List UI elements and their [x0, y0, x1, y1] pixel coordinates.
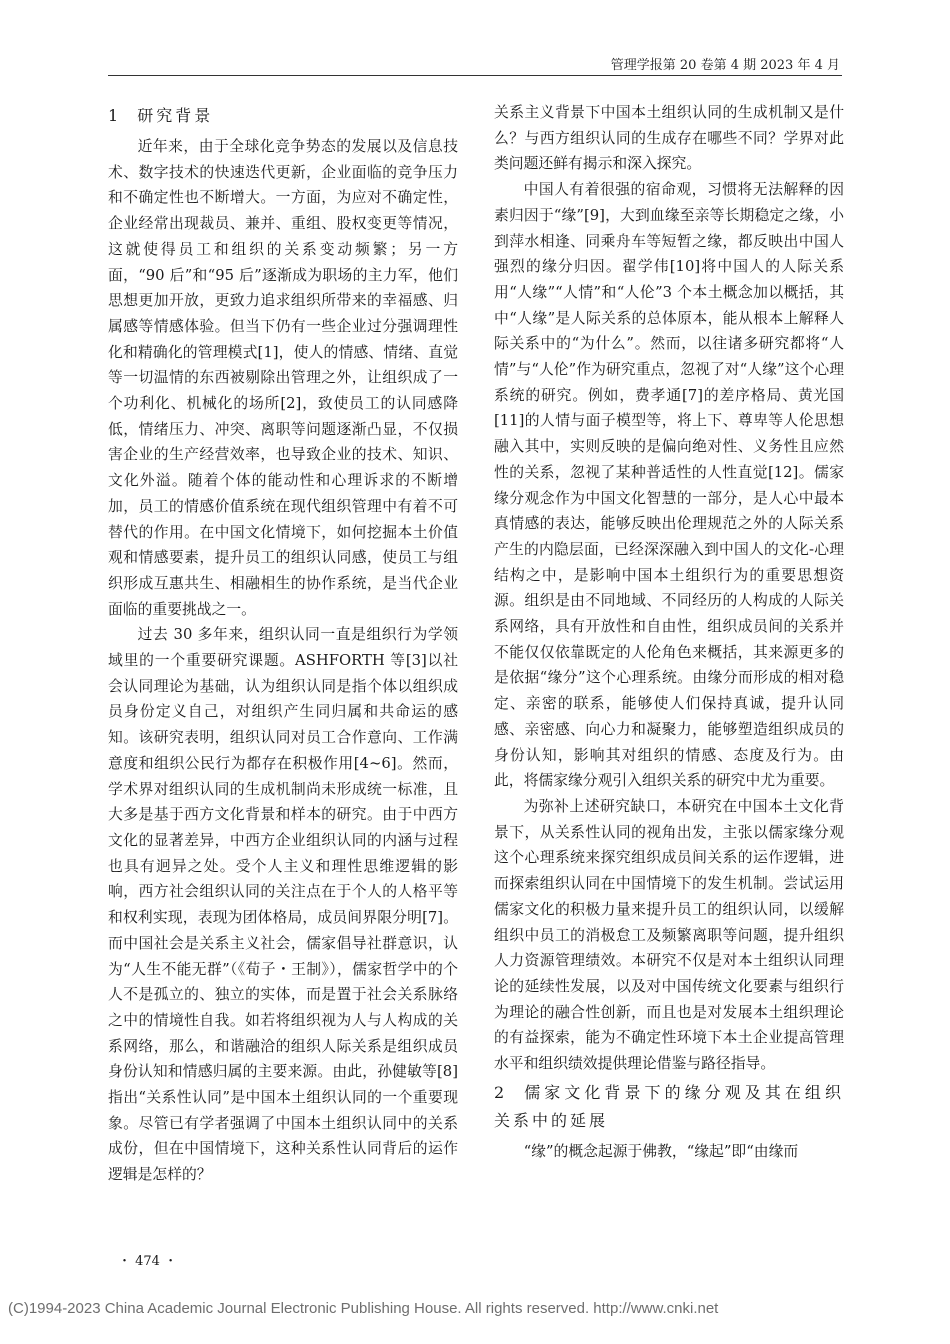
- paragraph: 近年来，由于全球化竞争势态的发展以及信息技术、数字技术的快速迭代更新，企业面临的竞争压力和不确定性也不断增大。一方面，为应对不确定性，企业经常出现裁员、兼并、重组、股权变更等情况，这就使得员工和组织的关系变动频繁；另一方面，“90 后”和“95 后”逐渐成为职场的主力军，他们思想更加开放，更致力追求组织所带来的幸福感、归属感等情感体验。但当下仍有一些企业过分强调理性化和精确化的管理模式[1]，使人的情感、情绪、直觉等一切温情的东西被剔除出管理之外，让组织成了一个功利化、机械化的场所[2]，致使员工的认同感降低，情绪压力、冲突、离职等问题逐渐凸显，不仅损害企业的生产经营效率，也导致企业的技术、知识、文化外溢。随着个体的能动性和心理诉求的不断增加，员工的情感价值系统在现代组织管理中有着不可替代的作用。在中国文化情境下，如何挖掘本土价值观和情感要素，提升员工的组织认同感，使员工与组织形成互惠共生、相融相生的协作系统，是当代企业面临的重要挑战之一。: [108, 138, 458, 618]
- page-number: ・ 474 ・: [118, 1254, 178, 1269]
- section-2-number: 2: [494, 1082, 508, 1102]
- right-column: [494, 100, 844, 1164]
- paragraph-continuation: 关系主义背景下中国本土组织认同的生成机制又是什么？与西方组织认同的生成存在哪些不同？学界对此类问题还鲜有揭示和深入探究。: [494, 104, 844, 173]
- section-2-title: 儒家文化背景下的缘分观及其在组织关系中的延展: [494, 1082, 844, 1130]
- section-1-heading: [108, 102, 458, 130]
- footer-copyright: (C)1994-2023 China Academic Journal Electronic Publishing House. All rights reserved. http://www.cnki.net: [8, 1300, 719, 1317]
- section-1-number: 1: [108, 106, 122, 125]
- header-rule: [108, 75, 842, 76]
- left-column: [108, 100, 458, 1188]
- running-header: 管理学报第 20 卷第 4 期 2023 年 4 月: [610, 58, 840, 73]
- paragraph: 中国人有着很强的宿命观，习惯将无法解释的因素归因于“缘”[9]，大到血缘至亲等长期稳定之缘，小到萍水相逢、同乘舟车等短暂之缘，都反映出中国人强烈的缘分归因。翟学伟[10]将中国人的人际关系用“人缘”“人情”和“人伦”3 个本土概念加以概括，其中“人缘”是人际关系的总体原本，能从根本上解释人际关系中的“为什么”。然而，以往诸多研究都将“人情”与“人伦”作为研究重点，忽视了对“人缘”这个心理系统的研究。例如，费孝通[7]的差序格局、黄光国[11]的人情与面子模型等，将上下、尊卑等人伦思想融入其中，实则反映的是偏向绝对性、义务性且应然性的关系，忽视了某种普适性的人性直觉[12]。儒家缘分观念作为中国文化智慧的一部分，是人心中最本真情感的表达，能够反映出伦理规范之外的人际关系产生的内隐层面，已经深深融入到中国人的文化-心理结构之中，是影响中国本土组织行为的重要思想资源。组织是由不同地域、不同经历的人构成的人际关系网络，具有开放性和自由性，组织成员间的关系并不能仅仅依靠既定的人伦角色来概括，其来源更多的是依据“缘分”这个心理系统。由缘分而形成的相对稳定、亲密的联系，能够使人们保持真诚，提升认同感、亲密感、向心力和凝聚力，能够塑造组织成员的身份认知，影响其对组织的情感、态度及行为。由此，将儒家缘分观引入组织关系的研究中尤为重要。: [494, 181, 844, 790]
- paragraph: 为弥补上述研究缺口，本研究在中国本土文化背景下，从关系性认同的视角出发，主张以儒家缘分观这个心理系统来探究组织成员间关系的运作逻辑，进而探索组织认同在中国情境下的发生机制。尝试运用儒家文化的积极力量来提升员工的组织认同，以缓解组织中员工的消极怠工及频繁离职等问题，提升组织人力资源管理绩效。本研究不仅是对本土组织认同理论的延续性发展，以及对中国传统文化要素与组织行为理论的融合性创新，而且也是对发展本土组织理论的有益探索，能为不确定性环境下本土企业提高管理水平和组织绩效提供理论借鉴与路径指导。: [494, 797, 844, 1073]
- section-2-heading: [494, 1079, 844, 1135]
- paragraph: 过去 30 多年来，组织认同一直是组织行为学领域里的一个重要研究课题。ASHFORTH 等[3]以社会认同理论为基础，认为组织认同是指个体以组织成员身份定义自己，对组织产生同归属和共命运的感知。该研究表明，组织认同对员工合作意向、工作满意度和组织公民行为都存在积极作用[4~6]。然而，学术界对组织认同的生成机制尚未形成统一标准，且大多是基于西方文化背景和样本的研究。由于中西方文化的显著差异，中西方企业组织认同的内涵与过程也具有迥异之处。受个人主义和理性思维逻辑的影响，西方社会组织认同的关注点在于个人的人格平等和权利实现，表现为团体格局，成员间界限分明[7]。而中国社会是关系主义社会，儒家倡导社群意识，认为“人生不能无群”（《荀子・王制》），儒家哲学中的个人不是孤立的、独立的实体，而是置于社会关系脉络之中的情境性自我。如若将组织视为人与人构成的关系网络，那么，和谐融洽的组织人际关系是组织成员身份认知和情感归属的主要来源。由此，孙健敏等[8]指出“关系性认同”是中国本土组织认同的一个重要现象。尽管已有学者强调了中国本土组织认同中的关系成份，但在中国情境下，这种关系性认同背后的运作逻辑是怎样的？: [108, 626, 458, 1184]
- paragraph: “缘”的概念起源于佛教，“缘起”即“由缘而: [523, 1142, 799, 1160]
- section-1-title: 研究背景: [137, 106, 214, 125]
